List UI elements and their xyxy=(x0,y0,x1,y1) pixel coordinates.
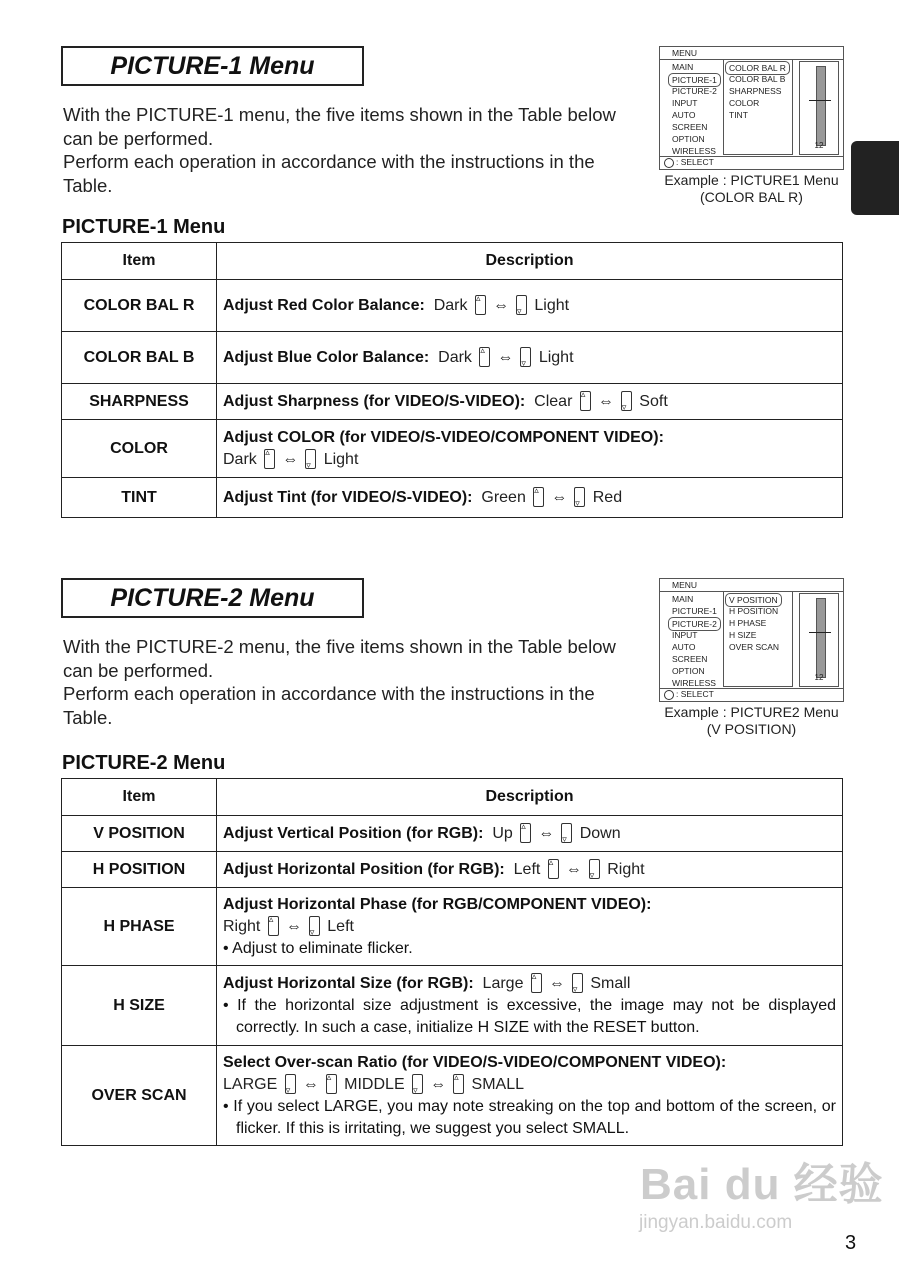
watermark-logo: Bai du 经验 xyxy=(640,1160,884,1209)
mini-menu-left-list xyxy=(672,61,721,157)
mini-submenu-item-selected: COLOR BAL R xyxy=(725,61,790,75)
mini-menu-item: SCREEN xyxy=(672,122,708,132)
up-button-icon xyxy=(453,1074,464,1094)
up-button-icon xyxy=(533,487,544,507)
mini-menu-right-list xyxy=(723,591,793,687)
mini-menu-footer: : SELECT xyxy=(660,688,843,701)
table-header-description: Description xyxy=(217,779,843,816)
section1-subhead: PICTURE-1 Menu xyxy=(62,216,226,238)
intro-paragraph: Perform each operation in accordance with the instructions in the Table. xyxy=(63,683,595,728)
table-row: SHARPNESS Adjust Sharpness (for VIDEO/S-VIDEO): Clear ▵ ⇔▿ Soft xyxy=(62,384,843,420)
intro-paragraph: Perform each operation in accordance with the instructions in the Table. xyxy=(63,151,595,196)
up-button-icon xyxy=(520,823,531,843)
mini-menu-item: INPUT xyxy=(672,98,698,108)
down-button-icon xyxy=(572,973,583,993)
mini-menu-right-list xyxy=(723,59,793,155)
up-button-icon xyxy=(580,391,591,411)
up-button-icon xyxy=(548,859,559,879)
down-button-icon xyxy=(516,295,527,315)
mini-menu-item: AUTO xyxy=(672,110,696,120)
table-row: COLOR BAL R Adjust Red Color Balance: Dark ▵ ⇔▿ Light xyxy=(62,280,843,332)
mini-menu-item-selected: PICTURE-1 xyxy=(668,73,721,87)
up-button-icon xyxy=(479,347,490,367)
mini-menu-item: WIRELESS xyxy=(672,678,716,688)
select-button-icon xyxy=(664,158,674,168)
up-button-icon xyxy=(326,1074,337,1094)
table-row: H PHASE Adjust Horizontal Phase (for RGB/COMPONENT VIDEO): Right ▵ ⇔▿ Left • Adjust to eliminate flicker. xyxy=(62,888,843,966)
page-number: 3 xyxy=(845,1232,857,1254)
down-button-icon xyxy=(309,916,320,936)
table-row: H POSITION Adjust Horizontal Position (for RGB): Left ▵ ⇔▿ Right xyxy=(62,852,843,888)
table-row: OVER SCAN Select Over-scan Ratio (for VIDEO/S-VIDEO/COMPONENT VIDEO): LARGE ▿ ⇔▵ MIDDLE ▿ ⇔▵ SMALL • If you select LARGE, you may note streaking on the top and bottom of the screen, or flicker. If this is irritating, we suggest you select SMALL. xyxy=(62,1046,843,1146)
table-header-description: Description xyxy=(217,243,843,280)
mini-slider-value: 12 xyxy=(814,673,824,682)
up-button-icon xyxy=(475,295,486,315)
mini-submenu-item: SHARPNESS xyxy=(729,86,782,96)
mini-menu-item: AUTO xyxy=(672,642,696,652)
down-button-icon xyxy=(589,859,600,879)
down-button-icon xyxy=(520,347,531,367)
up-button-icon xyxy=(531,973,542,993)
mini-menu-item: PICTURE-2 xyxy=(672,86,717,96)
select-button-icon xyxy=(664,690,674,700)
intro-paragraph: With the PICTURE-1 menu, the five items shown in the Table below can be performed. xyxy=(63,104,616,149)
down-button-icon xyxy=(561,823,572,843)
mini-menu-item: WIRELESS xyxy=(672,146,716,156)
mini-menu-left-list xyxy=(672,593,721,689)
table-header-item: Item xyxy=(62,243,217,280)
mini-menu-item: OPTION xyxy=(672,134,705,144)
mini-menu-item: MAIN xyxy=(672,62,694,72)
picture2-table xyxy=(61,778,843,1146)
section1-intro xyxy=(63,103,633,197)
picture1-menu-example xyxy=(659,46,844,170)
intro-paragraph: With the PICTURE-2 menu, the five items shown in the Table below can be performed. xyxy=(63,636,616,681)
section2-intro xyxy=(63,635,633,729)
table-row: H SIZE Adjust Horizontal Size (for RGB): Large ▵ ⇔▿ Small • If the horizontal size adjustment is excessive, the image may not be displayed correctly. In such a case, initialize H SIZE with the RESET button. xyxy=(62,966,843,1046)
section2-subhead: PICTURE-2 Menu xyxy=(62,752,226,774)
mini-submenu-item: H POSITION xyxy=(729,606,779,616)
mini-menu-item: SCREEN xyxy=(672,654,708,664)
table-row: COLOR Adjust COLOR (for VIDEO/S-VIDEO/COMPONENT VIDEO): Dark ▵ ⇔▿ Light xyxy=(62,420,843,478)
down-button-icon xyxy=(305,449,316,469)
mini-slider-value: 12 xyxy=(814,141,824,150)
down-button-icon xyxy=(285,1074,296,1094)
up-button-icon xyxy=(264,449,275,469)
mini-submenu-item: H PHASE xyxy=(729,618,767,628)
down-button-icon xyxy=(412,1074,423,1094)
watermark-url: jingyan.baidu.com xyxy=(639,1212,793,1233)
down-button-icon xyxy=(621,391,632,411)
mini-menu-item: PICTURE-1 xyxy=(672,606,717,616)
section2-caption: Example : PICTURE2 Menu (V POSITION) xyxy=(664,704,839,737)
table-row: V POSITION Adjust Vertical Position (for RGB): Up ▵ ⇔▿ Down xyxy=(62,816,843,852)
section1-title: PICTURE-1 Menu xyxy=(61,46,364,86)
mini-menu-title: MENU xyxy=(672,580,698,590)
table-row: COLOR BAL B Adjust Blue Color Balance: Dark ▵ ⇔▿ Light xyxy=(62,332,843,384)
up-button-icon xyxy=(268,916,279,936)
table-row: TINT Adjust Tint (for VIDEO/S-VIDEO): Green ▵ ⇔▿ Red xyxy=(62,478,843,518)
mini-submenu-item-selected: V POSITION xyxy=(725,593,782,607)
mini-menu-item: OPTION xyxy=(672,666,705,676)
section1-caption: Example : PICTURE1 Menu (COLOR BAL R) xyxy=(664,172,839,205)
mini-menu-item: MAIN xyxy=(672,594,694,604)
mini-menu-footer: : SELECT xyxy=(660,156,843,169)
section2-title: PICTURE-2 Menu xyxy=(61,578,364,618)
picture2-menu-example xyxy=(659,578,844,702)
down-button-icon xyxy=(574,487,585,507)
mini-submenu-item: H SIZE xyxy=(729,630,757,640)
mini-submenu-item: COLOR xyxy=(729,98,760,108)
mini-menu-title: MENU xyxy=(672,48,698,58)
page-edge-tab xyxy=(851,141,899,215)
mini-submenu-item: TINT xyxy=(729,110,748,120)
mini-submenu-item: OVER SCAN xyxy=(729,642,780,652)
mini-submenu-item: COLOR BAL B xyxy=(729,74,786,84)
picture1-table xyxy=(61,242,843,518)
mini-menu-item: INPUT xyxy=(672,630,698,640)
mini-menu-item-selected: PICTURE-2 xyxy=(668,617,721,631)
table-header-item: Item xyxy=(62,779,217,816)
